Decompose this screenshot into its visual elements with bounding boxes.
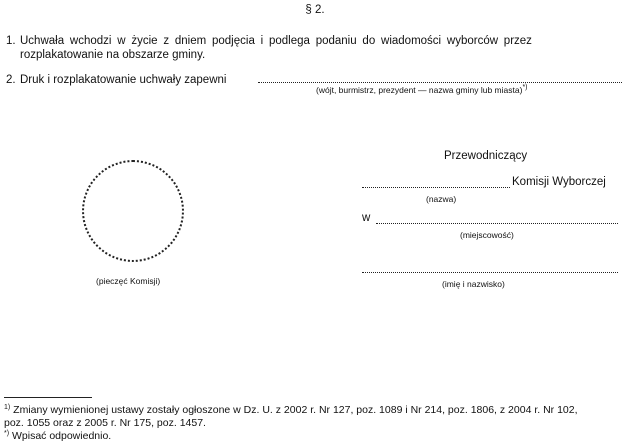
paragraph-1-number: 1. (6, 35, 16, 47)
paragraph-2-text: Druk i rozplakatowanie uchwały zapewni (20, 74, 227, 86)
paragraph-2-number: 2. (6, 74, 16, 86)
person-fill-line (362, 264, 618, 273)
footnote-2 (4, 430, 111, 443)
paragraph-2 (6, 72, 226, 88)
executor-hint-text: (wójt, burmistrz, prezydent — nazwa gminy lub miasta) (316, 85, 523, 95)
section-heading: § 2. (305, 4, 325, 16)
place-prefix: w (362, 212, 371, 224)
place-hint: (miejscowość) (460, 230, 514, 240)
footnote-2-text: Wpisać odpowiednio. (11, 430, 112, 442)
footnote-2-marker: *) (4, 430, 10, 437)
commission-name-hint: (nazwa) (426, 194, 457, 204)
commission-name-fill-line (362, 178, 510, 188)
person-hint: (imię i nazwisko) (442, 279, 505, 289)
footnote-1-line-1: Zmiany wymienionej ustawy zostały ogłoszone w Dz. U. z 2002 r. Nr 127, poz. 1089 i Nr 214, poz. 1806, z 2004 r. Nr 102, (13, 404, 578, 416)
executor-fill-line (258, 72, 622, 83)
footnote-separator (4, 397, 92, 398)
paragraph-1-line-1: Uchwała wchodzi w życie z dniem podjęcia i podlega podaniu do wiadomości wyborców przez (20, 35, 532, 47)
seal-label: (pieczęć Komisji) (96, 276, 161, 286)
paragraph-1-line-2: rozplakatowanie na obszarze gminy. (20, 49, 206, 61)
executor-hint-footnote-marker: *) (522, 84, 528, 91)
footnote-1-line-2: poz. 1055 oraz z 2005 r. Nr 175, poz. 1457. (4, 417, 206, 429)
footnote-1 (4, 404, 578, 417)
footnote-1-marker: 1) (4, 404, 11, 411)
chairman-title: Przewodniczący (444, 150, 528, 162)
place-fill-line (376, 214, 618, 224)
commission-suffix: Komisji Wyborczej (512, 176, 606, 188)
executor-hint (316, 85, 528, 95)
seal-circle (82, 160, 184, 262)
